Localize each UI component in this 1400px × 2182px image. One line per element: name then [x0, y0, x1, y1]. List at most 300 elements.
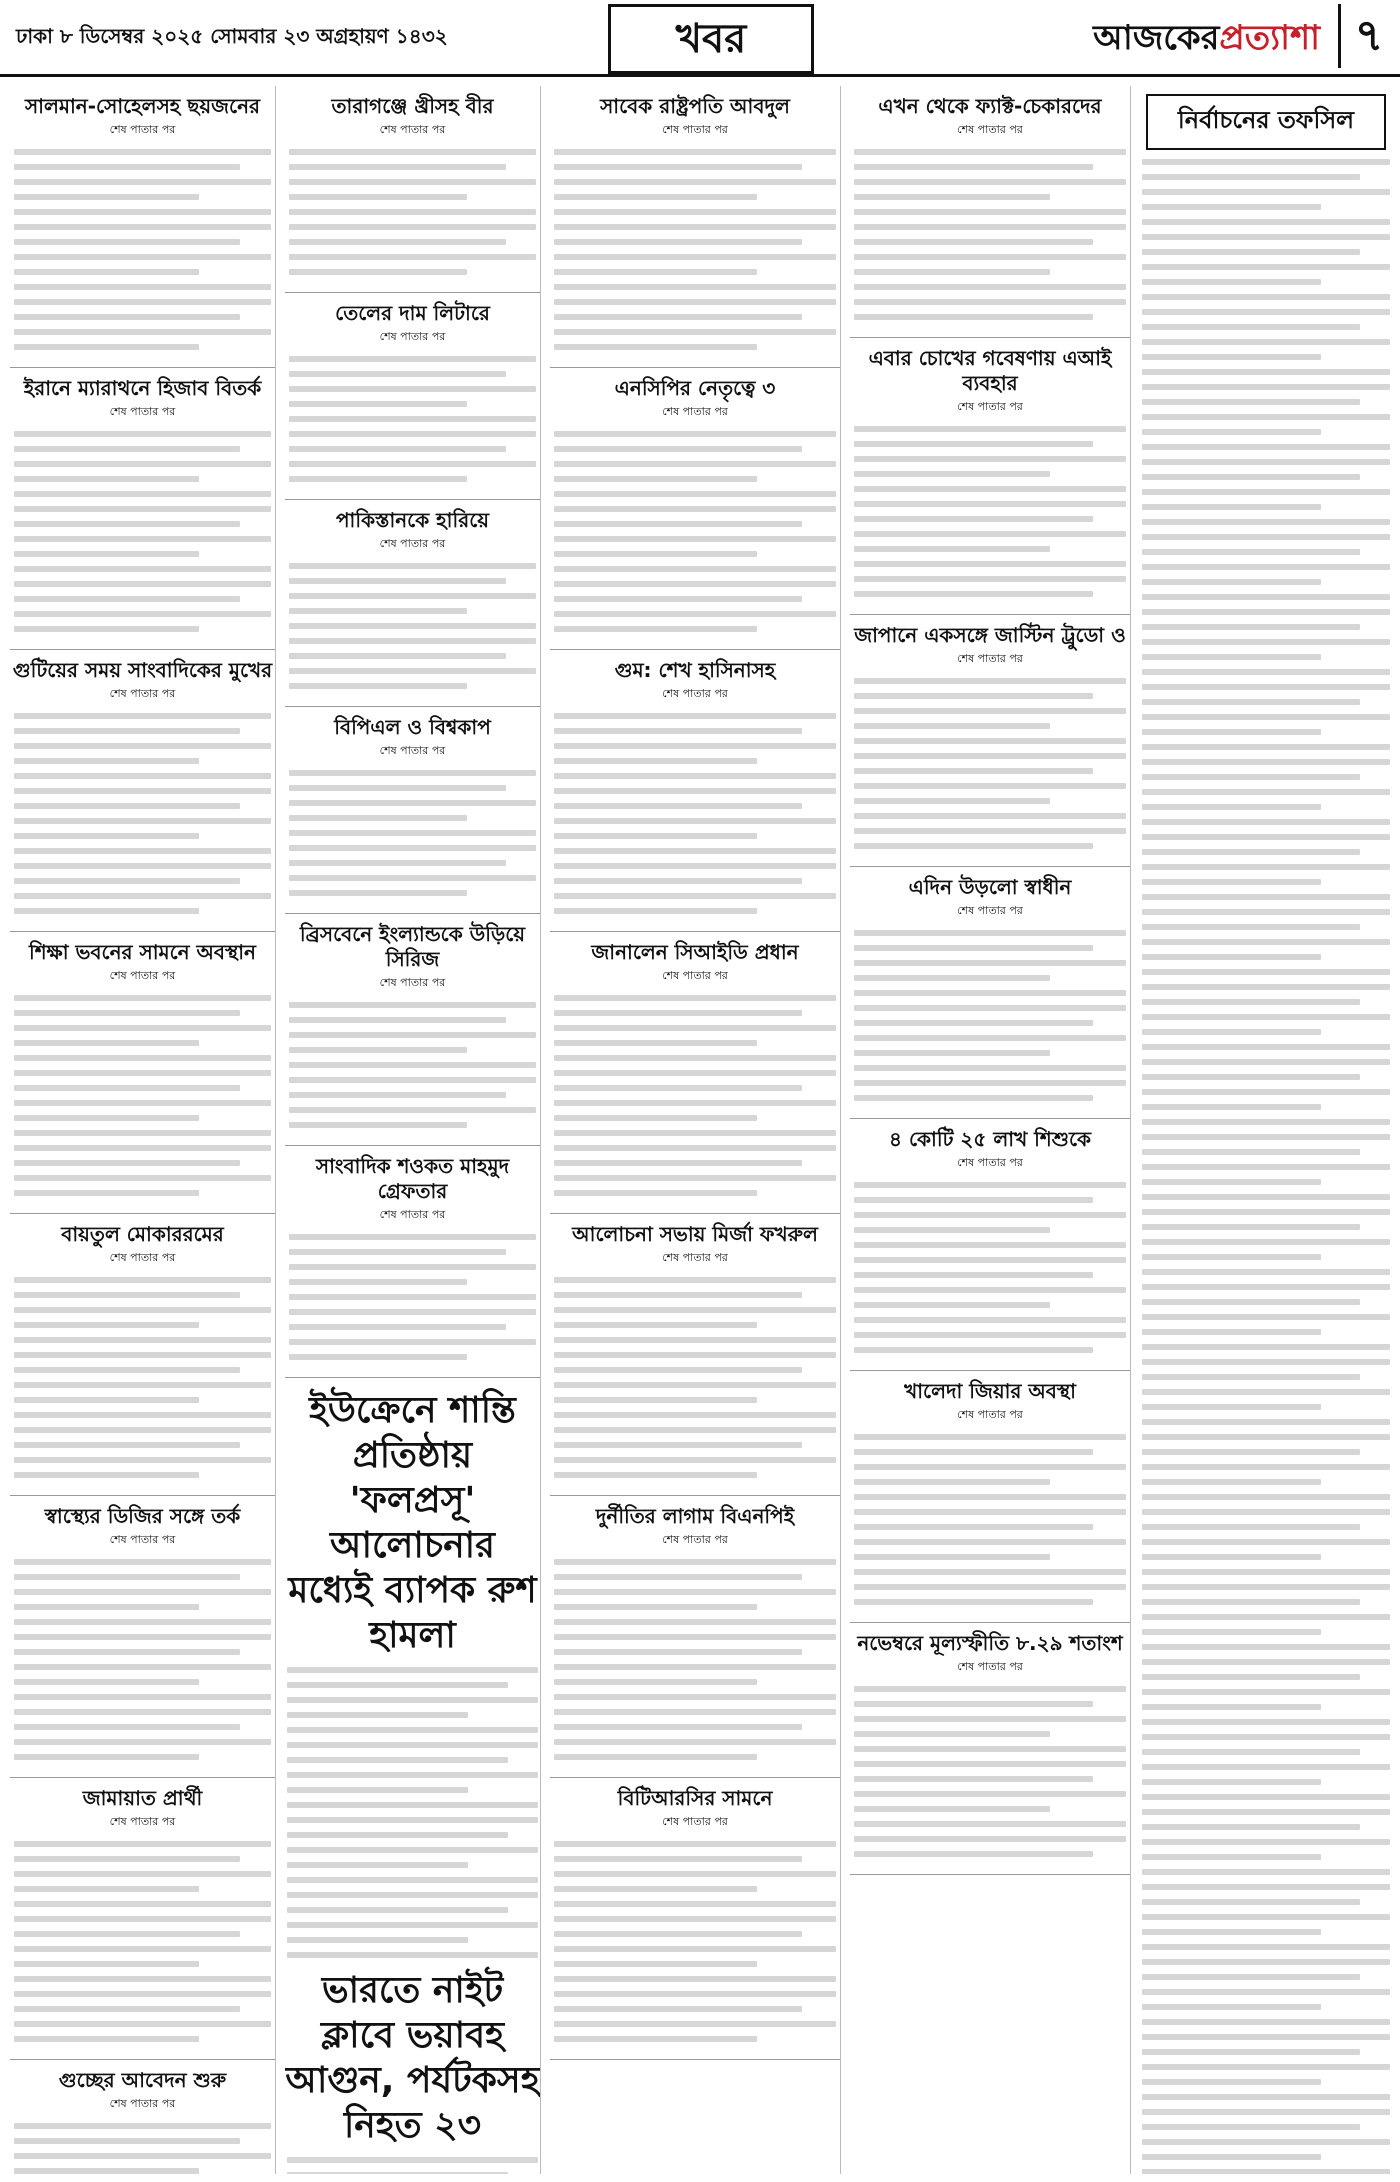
text-line [14, 1961, 199, 1967]
text-line [289, 1002, 536, 1008]
text-line [1142, 1959, 1390, 1965]
text-line [14, 1694, 271, 1700]
text-line [854, 1050, 1050, 1056]
news-story [850, 615, 1130, 867]
jump-note: শেষ পাতার পর [109, 969, 176, 982]
text-line [14, 314, 240, 320]
text-line [554, 314, 802, 320]
text-line [14, 491, 271, 497]
text-line [554, 1130, 836, 1136]
text-line [854, 1005, 1126, 1011]
text-line [14, 1649, 240, 1655]
text-line [854, 1701, 1093, 1707]
text-line [289, 683, 467, 689]
text-line [1142, 729, 1321, 735]
text-line [289, 209, 536, 215]
text-line [1142, 2049, 1360, 2055]
text-line [1142, 384, 1390, 390]
text-line [287, 1697, 538, 1703]
text-line [854, 1227, 1050, 1233]
news-story [850, 867, 1130, 1119]
text-line [854, 591, 1093, 597]
text-line [1142, 924, 1360, 930]
text-line [1142, 414, 1390, 420]
text-line [287, 2157, 538, 2163]
story-body [287, 356, 538, 482]
story-body [287, 1234, 538, 1360]
text-line [287, 1802, 538, 1808]
text-line [1142, 2064, 1390, 2070]
text-line [14, 626, 199, 632]
text-line [554, 461, 836, 467]
jump-note: শেষ পাতার পর [379, 330, 446, 343]
text-line [1142, 444, 1390, 450]
news-story [285, 707, 540, 914]
text-line [287, 1877, 538, 1883]
text-line [554, 1739, 836, 1745]
text-line [1142, 744, 1390, 750]
story-headline: বিটিআরসির সামনে [617, 1786, 773, 1810]
text-line [854, 1212, 1126, 1218]
text-line [1142, 1674, 1360, 1680]
date-line: ঢাকা ৮ ডিসেম্বর ২০২৫ সোমবার ২৩ অগ্রহায়ণ ১৪৩২ [16, 24, 448, 48]
story-headline: নভেম্বরে মূল্যস্ফীতি ৮.২৯ শতাংশ [857, 1631, 1123, 1655]
text-line [289, 1234, 536, 1240]
text-line [287, 1847, 538, 1853]
story-headline: সালমান-সোহেলসহ ছয়জনের [24, 94, 261, 118]
text-line [1142, 1359, 1390, 1365]
text-line [14, 1871, 271, 1877]
text-line [1142, 1404, 1321, 1410]
text-line [14, 1856, 240, 1862]
text-line [14, 284, 271, 290]
text-line [554, 209, 836, 215]
text-line [289, 1062, 536, 1068]
text-line [14, 1040, 199, 1046]
story-headline: তারাগঞ্জে খ্রীসহ বীর [331, 94, 494, 118]
text-line [1142, 564, 1390, 570]
text-line [554, 239, 802, 245]
text-line [554, 995, 836, 1001]
text-line [554, 1634, 836, 1640]
text-line [854, 531, 1126, 537]
news-story [550, 1214, 840, 1496]
text-line [1142, 534, 1390, 540]
jump-note: শেষ পাতার পর [662, 123, 728, 136]
text-line [1142, 2169, 1390, 2174]
text-line [14, 1976, 271, 1982]
text-line [287, 1922, 538, 1928]
text-line [554, 773, 836, 779]
story-headline: পাকিস্তানকে হারিয়ে [335, 508, 490, 532]
jump-note: শেষ পাতার পর [662, 687, 728, 700]
text-line [14, 1337, 271, 1343]
text-line [1142, 1089, 1390, 1095]
text-line [1142, 1599, 1360, 1605]
text-line [14, 209, 271, 215]
text-line [289, 668, 536, 674]
text-line [289, 1092, 506, 1098]
text-line [289, 416, 536, 422]
text-line [1142, 1209, 1390, 1215]
text-line [1142, 594, 1390, 600]
jump-note: শেষ পাতার পর [109, 1815, 176, 1828]
story-headline: এখন থেকে ফ্যাক্ট-চেকারদের [878, 94, 1102, 118]
text-line [14, 1277, 271, 1283]
text-line [854, 1584, 1126, 1590]
text-line [289, 1339, 536, 1345]
text-line [1142, 1389, 1390, 1395]
story-headline: বায়তুল মোকাররমের [61, 1222, 224, 1246]
text-line [14, 995, 271, 1001]
text-line [289, 770, 536, 776]
text-line [854, 783, 1126, 789]
text-line [14, 1190, 199, 1196]
text-line [14, 863, 271, 869]
story-body [12, 149, 273, 350]
text-line [289, 1122, 467, 1128]
text-line [554, 1175, 836, 1181]
text-line [1142, 894, 1390, 900]
text-line [1142, 2139, 1390, 2145]
story-headline: স্বাস্থ্যের ডিজির সঙ্গে তর্ক [44, 1504, 241, 1528]
text-line [14, 1604, 199, 1610]
text-line [1142, 1149, 1360, 1155]
text-line [289, 194, 467, 200]
text-line [14, 2123, 271, 2129]
text-line [1142, 1719, 1390, 1725]
text-line [1142, 1419, 1390, 1425]
text-line [554, 566, 836, 572]
text-line [554, 1307, 836, 1313]
text-line [287, 1832, 508, 1838]
text-line [14, 329, 271, 335]
text-line [854, 179, 1126, 185]
story-body [287, 149, 538, 275]
text-line [14, 2138, 240, 2144]
news-story [10, 2060, 275, 2174]
jump-note: শেষ পাতার পর [662, 1533, 728, 1546]
text-line [854, 1479, 1050, 1485]
news-story [285, 293, 540, 500]
text-line [554, 1991, 836, 1997]
text-line [854, 239, 1093, 245]
text-line [1142, 399, 1360, 405]
text-line [1142, 804, 1321, 810]
text-line [554, 476, 757, 482]
jump-note: শেষ পাতার পর [109, 1533, 176, 1546]
text-line [14, 1841, 271, 1847]
text-line [1142, 1344, 1390, 1350]
text-line [554, 1961, 757, 1967]
text-line [854, 224, 1126, 230]
text-line [854, 1065, 1126, 1071]
text-line [854, 1569, 1126, 1575]
text-line [554, 1589, 836, 1595]
text-line [289, 845, 536, 851]
text-line [854, 1554, 1050, 1560]
text-line [854, 1791, 1126, 1797]
text-line [287, 1817, 538, 1823]
text-line [14, 1991, 271, 1997]
text-line [14, 1175, 271, 1181]
text-line [1142, 759, 1390, 765]
text-line [14, 1307, 271, 1313]
text-line [854, 1095, 1093, 1101]
text-line [1142, 1929, 1321, 1935]
text-line [289, 1017, 506, 1023]
story-body [287, 563, 538, 689]
text-line [1142, 1134, 1390, 1140]
text-line [1142, 1014, 1390, 1020]
column-3 [550, 86, 841, 2174]
text-line [14, 1634, 271, 1640]
text-line [287, 1757, 508, 1763]
news-story [285, 500, 540, 707]
text-line [854, 486, 1126, 492]
text-line [289, 401, 467, 407]
text-line [287, 2172, 508, 2174]
text-line [14, 239, 240, 245]
story-body [552, 1277, 838, 1478]
text-line [14, 818, 271, 824]
text-line [14, 1130, 271, 1136]
text-line [854, 678, 1126, 684]
text-line [554, 1010, 802, 1016]
text-line [1142, 279, 1321, 285]
news-story [550, 1496, 840, 1778]
text-line [1142, 984, 1390, 990]
brand-accent: প্রত্যাশা [1219, 18, 1320, 58]
text-line [14, 2153, 271, 2159]
text-line [289, 179, 536, 185]
text-line [1142, 1119, 1390, 1125]
text-line [14, 299, 271, 305]
section-title: খবর [608, 4, 814, 74]
text-line [554, 1085, 802, 1091]
jump-note: শেষ পাতার পর [957, 400, 1023, 413]
story-headline: আলোচনা সভায় মির্জা ফখরুল [572, 1222, 818, 1246]
text-line [554, 1070, 836, 1076]
text-line [1142, 354, 1321, 360]
text-line [554, 446, 802, 452]
text-line [554, 1931, 802, 1937]
text-line [14, 536, 271, 542]
story-headline: সাংবাদিক শওকত মাহমুদ গ্রেফতার [315, 1154, 510, 1203]
text-line [289, 890, 467, 896]
text-line [554, 1277, 836, 1283]
text-line [554, 1649, 802, 1655]
news-story [10, 86, 275, 368]
text-line [14, 758, 199, 764]
text-line [14, 224, 271, 230]
text-line [554, 1382, 836, 1388]
text-line [854, 1035, 1126, 1041]
text-line [854, 945, 1093, 951]
news-story [550, 650, 840, 932]
text-line [554, 833, 757, 839]
text-line [854, 299, 1126, 305]
text-line [1142, 819, 1390, 825]
story-body [852, 1686, 1128, 1857]
news-story [550, 1778, 840, 2060]
text-line [1142, 654, 1321, 660]
text-line [854, 1776, 1093, 1782]
text-line [854, 723, 1050, 729]
text-line [854, 1434, 1126, 1440]
story-headline: গুম: শেখ হাসিনাসহ [614, 658, 776, 682]
text-line [854, 1464, 1126, 1470]
text-line [289, 1032, 536, 1038]
text-line [854, 164, 1093, 170]
text-line [287, 1952, 538, 1958]
text-line [287, 1742, 538, 1748]
text-line [554, 194, 757, 200]
text-line [14, 611, 271, 617]
text-line [854, 1599, 1093, 1605]
text-line [14, 179, 271, 185]
text-line [14, 1679, 199, 1685]
text-line [554, 1100, 836, 1106]
text-line [14, 1916, 271, 1922]
text-line [14, 1412, 271, 1418]
text-line [854, 1020, 1093, 1026]
text-line [554, 713, 836, 719]
text-line [14, 893, 271, 899]
jump-note: শেষ পাতার পর [379, 744, 446, 757]
text-line [287, 1727, 538, 1733]
text-line [289, 1107, 536, 1113]
text-line [14, 1472, 199, 1478]
text-line [854, 693, 1093, 699]
text-line [854, 284, 1126, 290]
text-line [554, 1724, 802, 1730]
text-line [554, 164, 802, 170]
jump-note: শেষ পাতার পর [109, 405, 176, 418]
text-line [14, 1115, 199, 1121]
text-line [554, 2021, 836, 2027]
story-body [12, 431, 273, 632]
jump-note: শেষ পাতার পর [109, 687, 176, 700]
text-line [14, 2036, 199, 2042]
text-line [854, 1524, 1093, 1530]
text-line [1142, 1479, 1321, 1485]
news-story [850, 86, 1130, 338]
text-line [14, 803, 240, 809]
story-body [12, 1841, 273, 2042]
text-line [854, 975, 1050, 981]
news-story [10, 932, 275, 1214]
text-line [289, 476, 467, 482]
jump-note: শেষ পাতার পর [109, 123, 176, 136]
text-line [1142, 1914, 1390, 1920]
text-line [289, 269, 467, 275]
text-line [289, 254, 536, 260]
story-body [852, 678, 1128, 849]
text-line [1142, 1554, 1321, 1560]
text-line [14, 446, 240, 452]
text-line [854, 990, 1126, 996]
text-line [14, 1367, 240, 1373]
text-line [289, 653, 506, 659]
text-line [554, 224, 836, 230]
text-line [554, 626, 757, 632]
story-body [12, 1559, 273, 1760]
text-line [14, 1574, 240, 1580]
news-story [285, 86, 540, 293]
text-line [1142, 714, 1390, 720]
text-line [1142, 324, 1360, 330]
text-line [289, 1279, 467, 1285]
text-line [289, 860, 506, 866]
text-line [554, 596, 802, 602]
text-line [14, 1352, 271, 1358]
text-line [554, 1619, 836, 1625]
text-line [554, 893, 836, 899]
text-line [289, 578, 506, 584]
text-line [1142, 774, 1360, 780]
story-body [852, 149, 1128, 320]
text-line [287, 1892, 538, 1898]
text-line [554, 1694, 836, 1700]
text-line [1142, 1299, 1360, 1305]
text-line [1142, 939, 1390, 945]
text-line [554, 1367, 802, 1373]
text-line [14, 254, 271, 260]
text-line [1142, 1464, 1390, 1470]
text-line [289, 446, 506, 452]
text-line [554, 329, 836, 335]
story-headline: দুর্নীতির লাগাম বিএনপিই [595, 1504, 795, 1528]
text-line [554, 1916, 836, 1922]
text-line [14, 1664, 271, 1670]
text-line [854, 1317, 1126, 1323]
text-line [1142, 1854, 1321, 1860]
text-line [854, 1197, 1093, 1203]
text-line [1142, 1584, 1390, 1590]
text-line [289, 1047, 467, 1053]
text-line [14, 878, 240, 884]
text-line [1142, 159, 1390, 165]
news-story [550, 932, 840, 1214]
text-line [1142, 1689, 1390, 1695]
text-line [1142, 2004, 1321, 2010]
text-line [554, 1040, 757, 1046]
text-line [14, 1559, 271, 1565]
text-line [287, 1667, 538, 1673]
text-line [1142, 969, 1390, 975]
text-line [554, 551, 757, 557]
text-line [854, 1272, 1093, 1278]
text-line [1142, 1989, 1390, 1995]
jump-note: শেষ পাতার পর [109, 2097, 176, 2110]
text-line [287, 1907, 508, 1913]
text-line [1142, 684, 1390, 690]
jump-note: শেষ পাতার পর [662, 969, 728, 982]
text-line [854, 456, 1126, 462]
text-line [1142, 1284, 1390, 1290]
text-line [1142, 2079, 1321, 2085]
text-line [854, 930, 1126, 936]
text-line [854, 1182, 1126, 1188]
text-line [14, 431, 271, 437]
story-headline: জানালেন সিআইডি প্রধান [591, 940, 799, 964]
story-headline: বিপিএল ও বিশ্বকাপ [334, 715, 491, 739]
story-headline: এবার চোখের গবেষণায় এআই ব্যবহার [868, 346, 1112, 395]
newspaper-brand [1000, 12, 1320, 69]
story-body [852, 426, 1128, 597]
text-line [1142, 879, 1321, 885]
